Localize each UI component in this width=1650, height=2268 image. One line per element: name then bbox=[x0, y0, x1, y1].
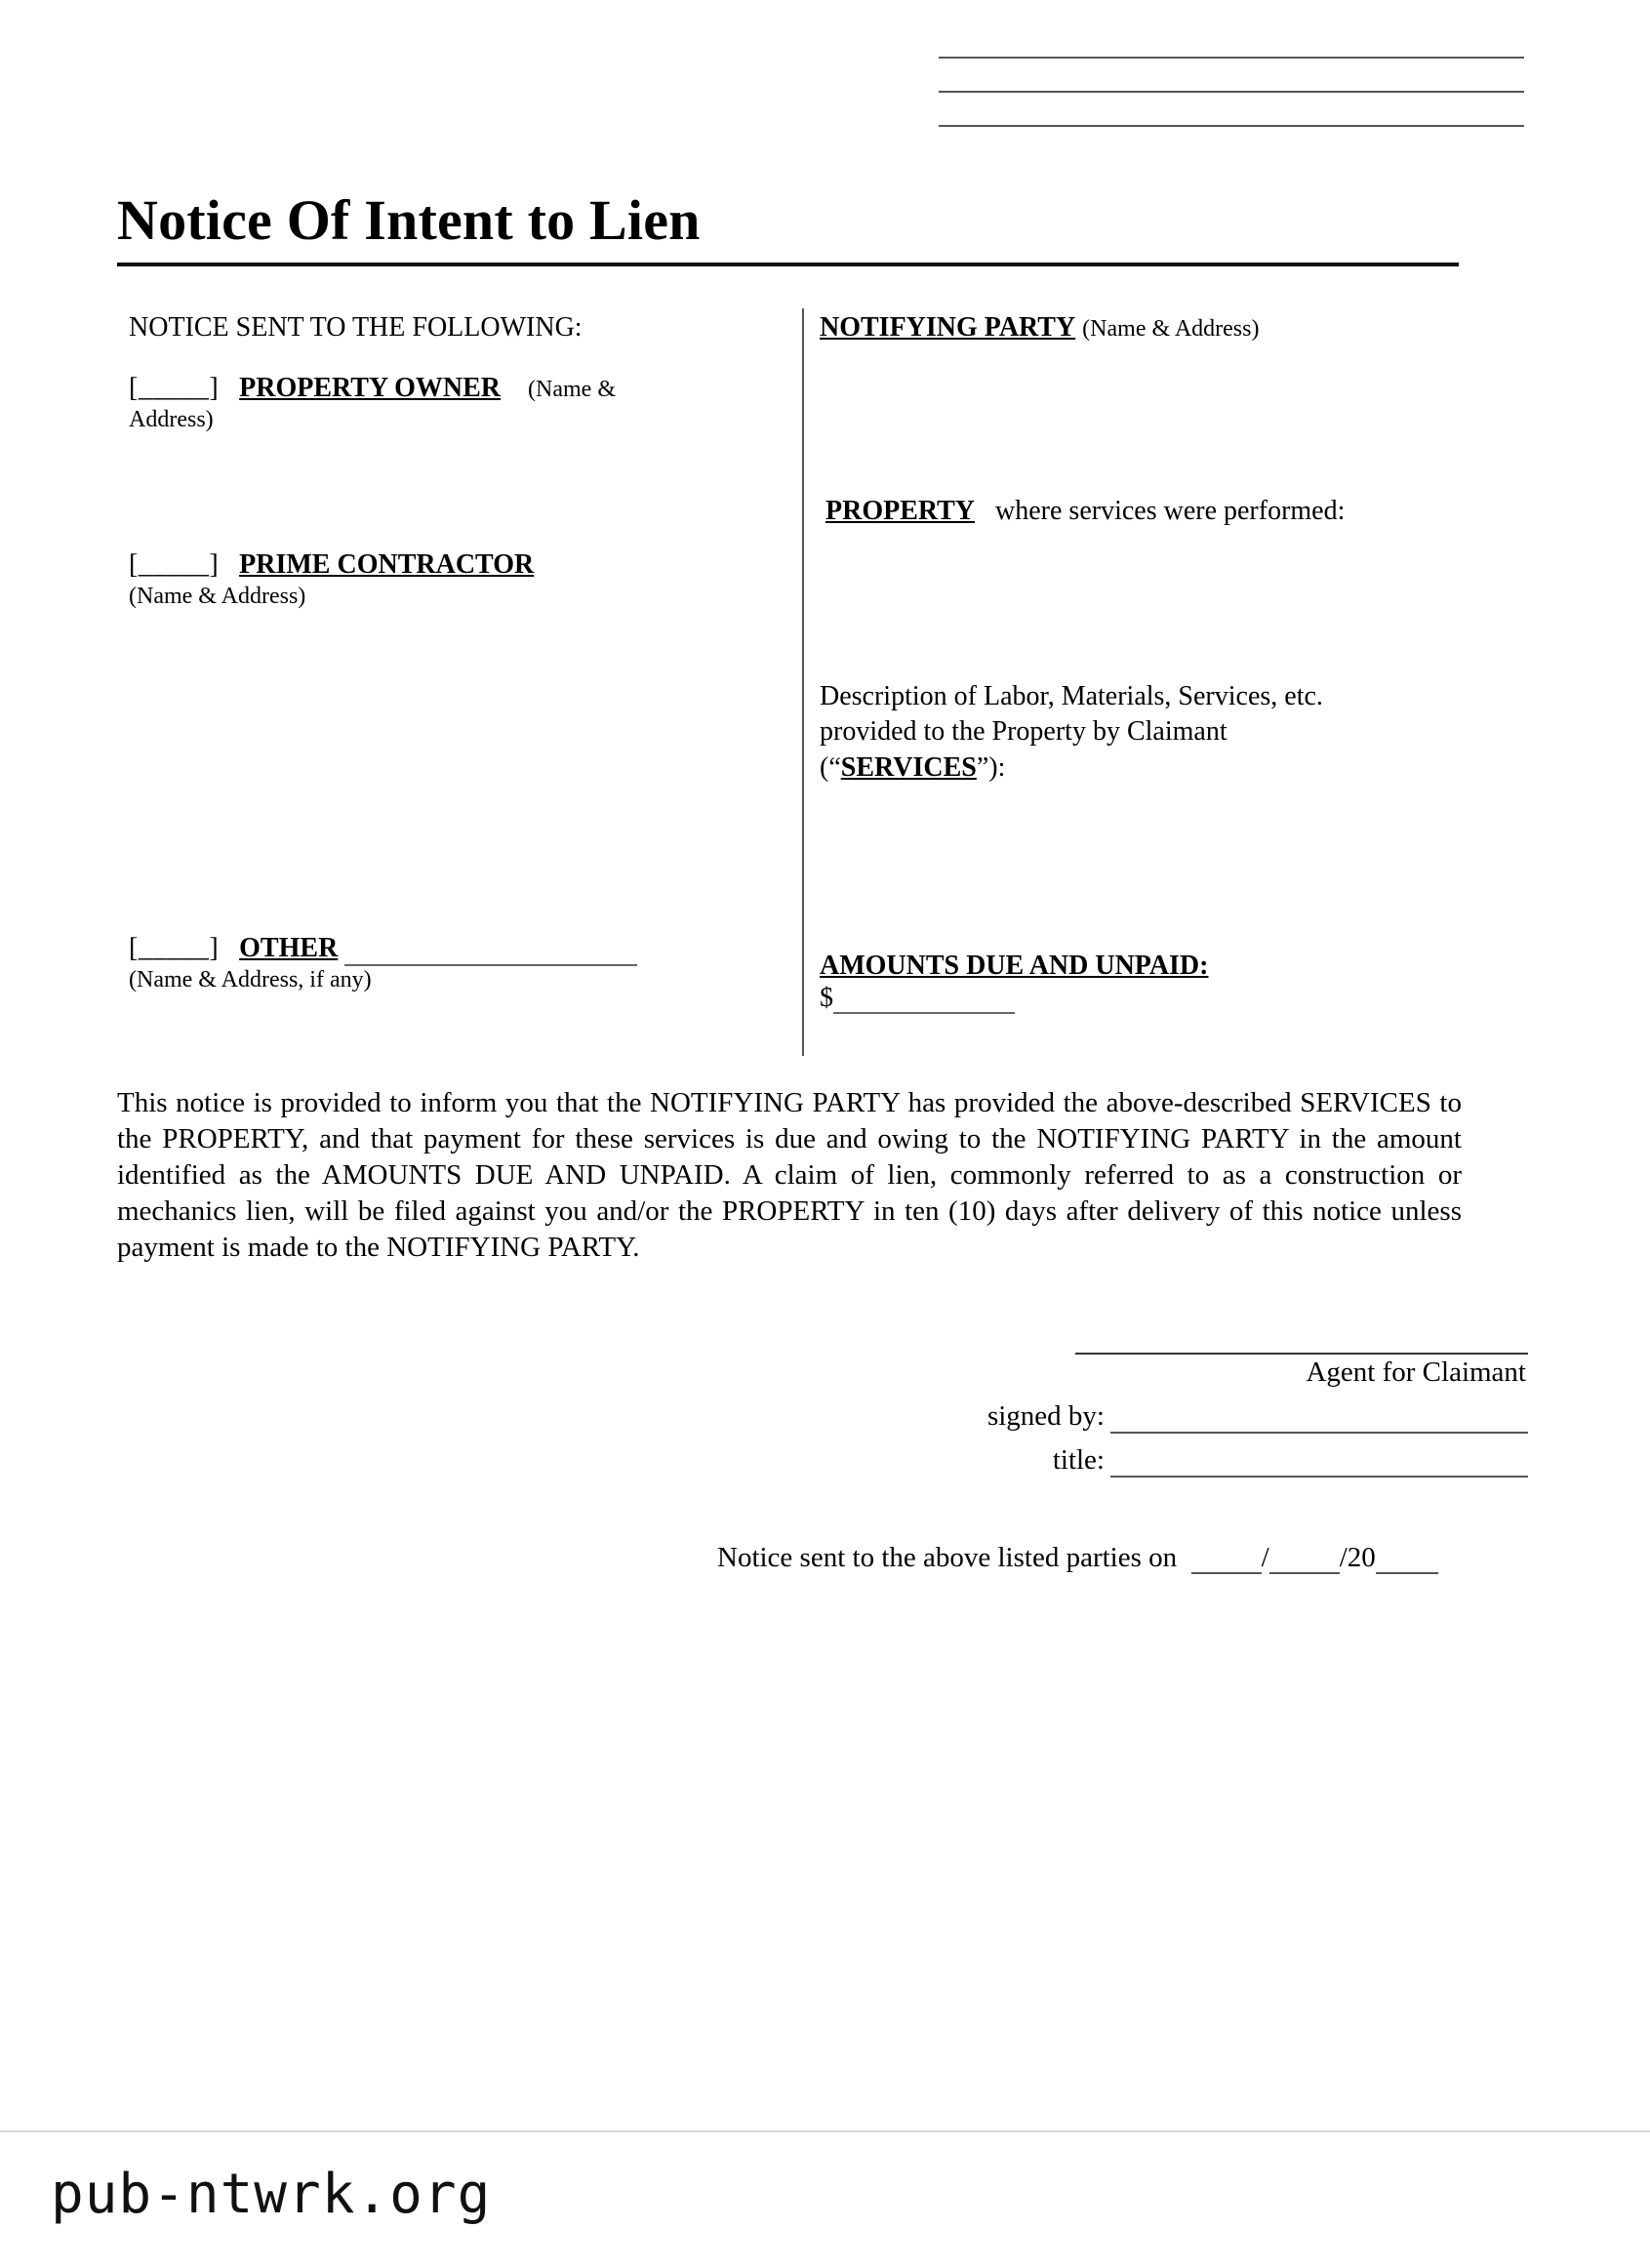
title-field bbox=[683, 1443, 1528, 1478]
title-input-line[interactable] bbox=[1110, 1460, 1528, 1478]
date-separator-1: / bbox=[1261, 1542, 1269, 1573]
prime-contractor-row bbox=[129, 547, 773, 583]
signature-block bbox=[683, 1353, 1528, 1478]
other-row bbox=[129, 931, 773, 966]
title-label: title: bbox=[1052, 1444, 1105, 1477]
notifying-party-input-area[interactable] bbox=[820, 371, 1483, 507]
recipient-prime-contractor bbox=[129, 547, 773, 611]
property-owner-hint-cont: Address) bbox=[129, 407, 214, 433]
notifying-party-hint: (Name & Address) bbox=[1082, 316, 1260, 342]
services-desc-line-2: provided to the Property by Claimant bbox=[820, 716, 1227, 748]
notifying-party-label: NOTIFYING PARTY bbox=[820, 312, 1076, 343]
title-section bbox=[117, 188, 1459, 266]
header-blank-lines bbox=[939, 57, 1524, 159]
services-desc-line-3 bbox=[820, 750, 1483, 786]
date-day-input[interactable] bbox=[1269, 1544, 1340, 1574]
claim-details-column bbox=[820, 310, 1483, 1013]
property-text: where services were performed: bbox=[995, 496, 1346, 526]
property-label: PROPERTY bbox=[825, 496, 976, 526]
property-row bbox=[820, 494, 1489, 528]
header-blank-line-1[interactable] bbox=[939, 57, 1524, 59]
other-hint: (Name & Address, if any) bbox=[129, 967, 372, 993]
recipients-heading: NOTICE SENT TO THE FOLLOWING: bbox=[129, 312, 583, 343]
property-owner-checkbox[interactable]: [_____] bbox=[129, 373, 220, 403]
header-blank-line-2[interactable] bbox=[939, 91, 1524, 93]
services-desc-line-1: Description of Labor, Materials, Services, etc. bbox=[820, 681, 1323, 711]
column-divider bbox=[802, 308, 804, 1056]
amounts-due-label: AMOUNTS DUE AND UNPAID: bbox=[820, 951, 1209, 981]
title-rule bbox=[117, 263, 1459, 266]
property-owner-hint: (Name & bbox=[528, 377, 616, 402]
other-checkbox[interactable]: [_____] bbox=[129, 933, 220, 963]
date-line-prefix: Notice sent to the above listed parties on bbox=[717, 1542, 1178, 1573]
signed-by-label: signed by: bbox=[986, 1400, 1105, 1433]
other-label: OTHER bbox=[239, 933, 339, 963]
property-input-area[interactable] bbox=[820, 545, 1483, 671]
prime-contractor-hint: (Name & Address) bbox=[129, 584, 306, 610]
date-separator-2: /20 bbox=[1339, 1542, 1376, 1573]
services-term: SERVICES bbox=[840, 751, 977, 783]
footer-brand: pub-ntwrk.org bbox=[51, 2163, 492, 2226]
signed-by-field bbox=[683, 1399, 1528, 1434]
signed-by-input-line[interactable] bbox=[1110, 1416, 1528, 1434]
currency-symbol: $ bbox=[820, 983, 833, 1013]
notifying-party-row bbox=[820, 310, 1483, 344]
services-description-block bbox=[820, 679, 1483, 786]
amounts-due-row bbox=[820, 949, 1483, 983]
amounts-due-block bbox=[820, 949, 1483, 1014]
property-owner-label: PROPERTY OWNER bbox=[239, 373, 502, 403]
recipients-column bbox=[129, 310, 773, 993]
recipient-other bbox=[129, 931, 773, 994]
header-blank-line-3[interactable] bbox=[939, 125, 1524, 127]
amount-row bbox=[820, 983, 1483, 1014]
notice-body-paragraph: This notice is provided to inform you that the NOTIFYING PARTY has provided the above-described SERVICES to the PROPERTY, and that payment for these services is due and owing to the NOTIFYING PARTY in the amount identified as the AMOUNTS DUE AND UNPAID. A claim of lien, commonly referred to as a construction or mechanics lien, will be filed against you and/or the PROPERTY in ten (10) days after delivery of this notice unless payment is made to the NOTIFYING PARTY. bbox=[117, 1087, 1462, 1264]
prime-contractor-label: PRIME CONTRACTOR bbox=[239, 549, 535, 580]
other-fill-line[interactable] bbox=[344, 936, 637, 966]
services-quote-close: ”): bbox=[976, 751, 1006, 783]
footer-divider bbox=[0, 2130, 1650, 2132]
date-month-input[interactable] bbox=[1191, 1544, 1262, 1574]
date-year-input[interactable] bbox=[1376, 1544, 1438, 1574]
services-input-area[interactable] bbox=[820, 796, 1483, 923]
property-owner-row bbox=[129, 371, 773, 406]
prime-contractor-checkbox[interactable]: [_____] bbox=[129, 549, 220, 580]
services-quote-open: (“ bbox=[820, 751, 841, 783]
amount-fill-line[interactable] bbox=[833, 984, 1015, 1014]
notice-date-line bbox=[717, 1542, 1438, 1574]
agent-caption: Agent for Claimant bbox=[1306, 1357, 1526, 1388]
recipient-property-owner bbox=[129, 371, 773, 434]
page-title: Notice Of Intent to Lien bbox=[117, 188, 701, 252]
